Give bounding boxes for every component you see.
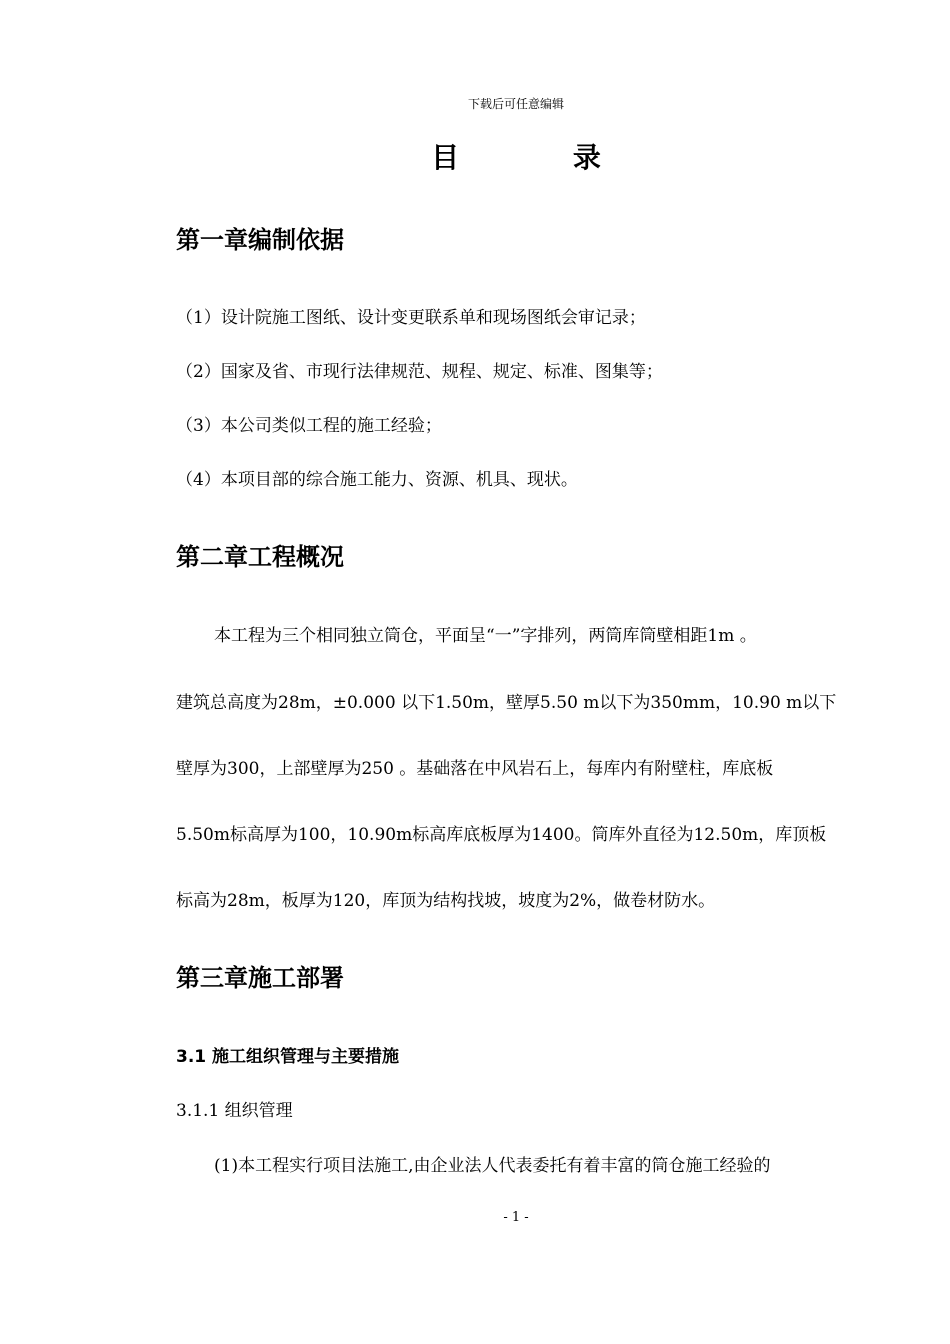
section-3-1-heading: 3.1 施工组织管理与主要措施 [176,1047,400,1067]
document-title: 目 录 [431,141,653,174]
chapter2-line-1: 本工程为三个相同独立筒仓，平面呈“一”字排列，两筒库筒壁相距1m 。 [214,626,757,646]
chapter3-heading: 第三章施工部署 [176,964,344,992]
chapter2-line-5: 标高为28m，板厚为120，库顶为结构找坡，坡度为2%，做卷材防水。 [176,891,716,911]
chapter1-item-2: （2）国家及省、市现行法律规范、规程、规定、标准、图集等； [176,362,663,382]
chapter2-heading: 第二章工程概况 [176,543,344,571]
chapter2-line-2: 建筑总高度为28m，±0.000 以下1.50m，壁厚5.50 m以下为350mm，10.90 m以下 [176,693,837,713]
chapter1-item-4: （4）本项目部的综合施工能力、资源、机具、现状。 [176,470,578,490]
page-number: - 1 - [503,1210,529,1225]
section-3-1-1-para-1: (1)本工程实行项目法施工,由企业法人代表委托有着丰富的筒仓施工经验的 [214,1156,771,1176]
chapter2-line-4: 5.50m标高厚为100，10.90m标高库底板厚为1400。筒库外直径为12.50m，库顶板 [176,825,827,845]
section-3-1-1-heading: 3.1.1 组织管理 [176,1101,293,1121]
header-note: 下载后可任意编辑 [467,97,564,111]
chapter2-line-3: 壁厚为300，上部壁厚为250 。基础落在中风岩石上，每库内有附壁柱，库底板 [176,759,774,779]
chapter1-item-1: （1）设计院施工图纸、设计变更联系单和现场图纸会审记录； [176,308,646,328]
chapter1-item-3: （3）本公司类似工程的施工经验； [176,416,442,436]
chapter1-heading: 第一章编制依据 [176,226,344,254]
